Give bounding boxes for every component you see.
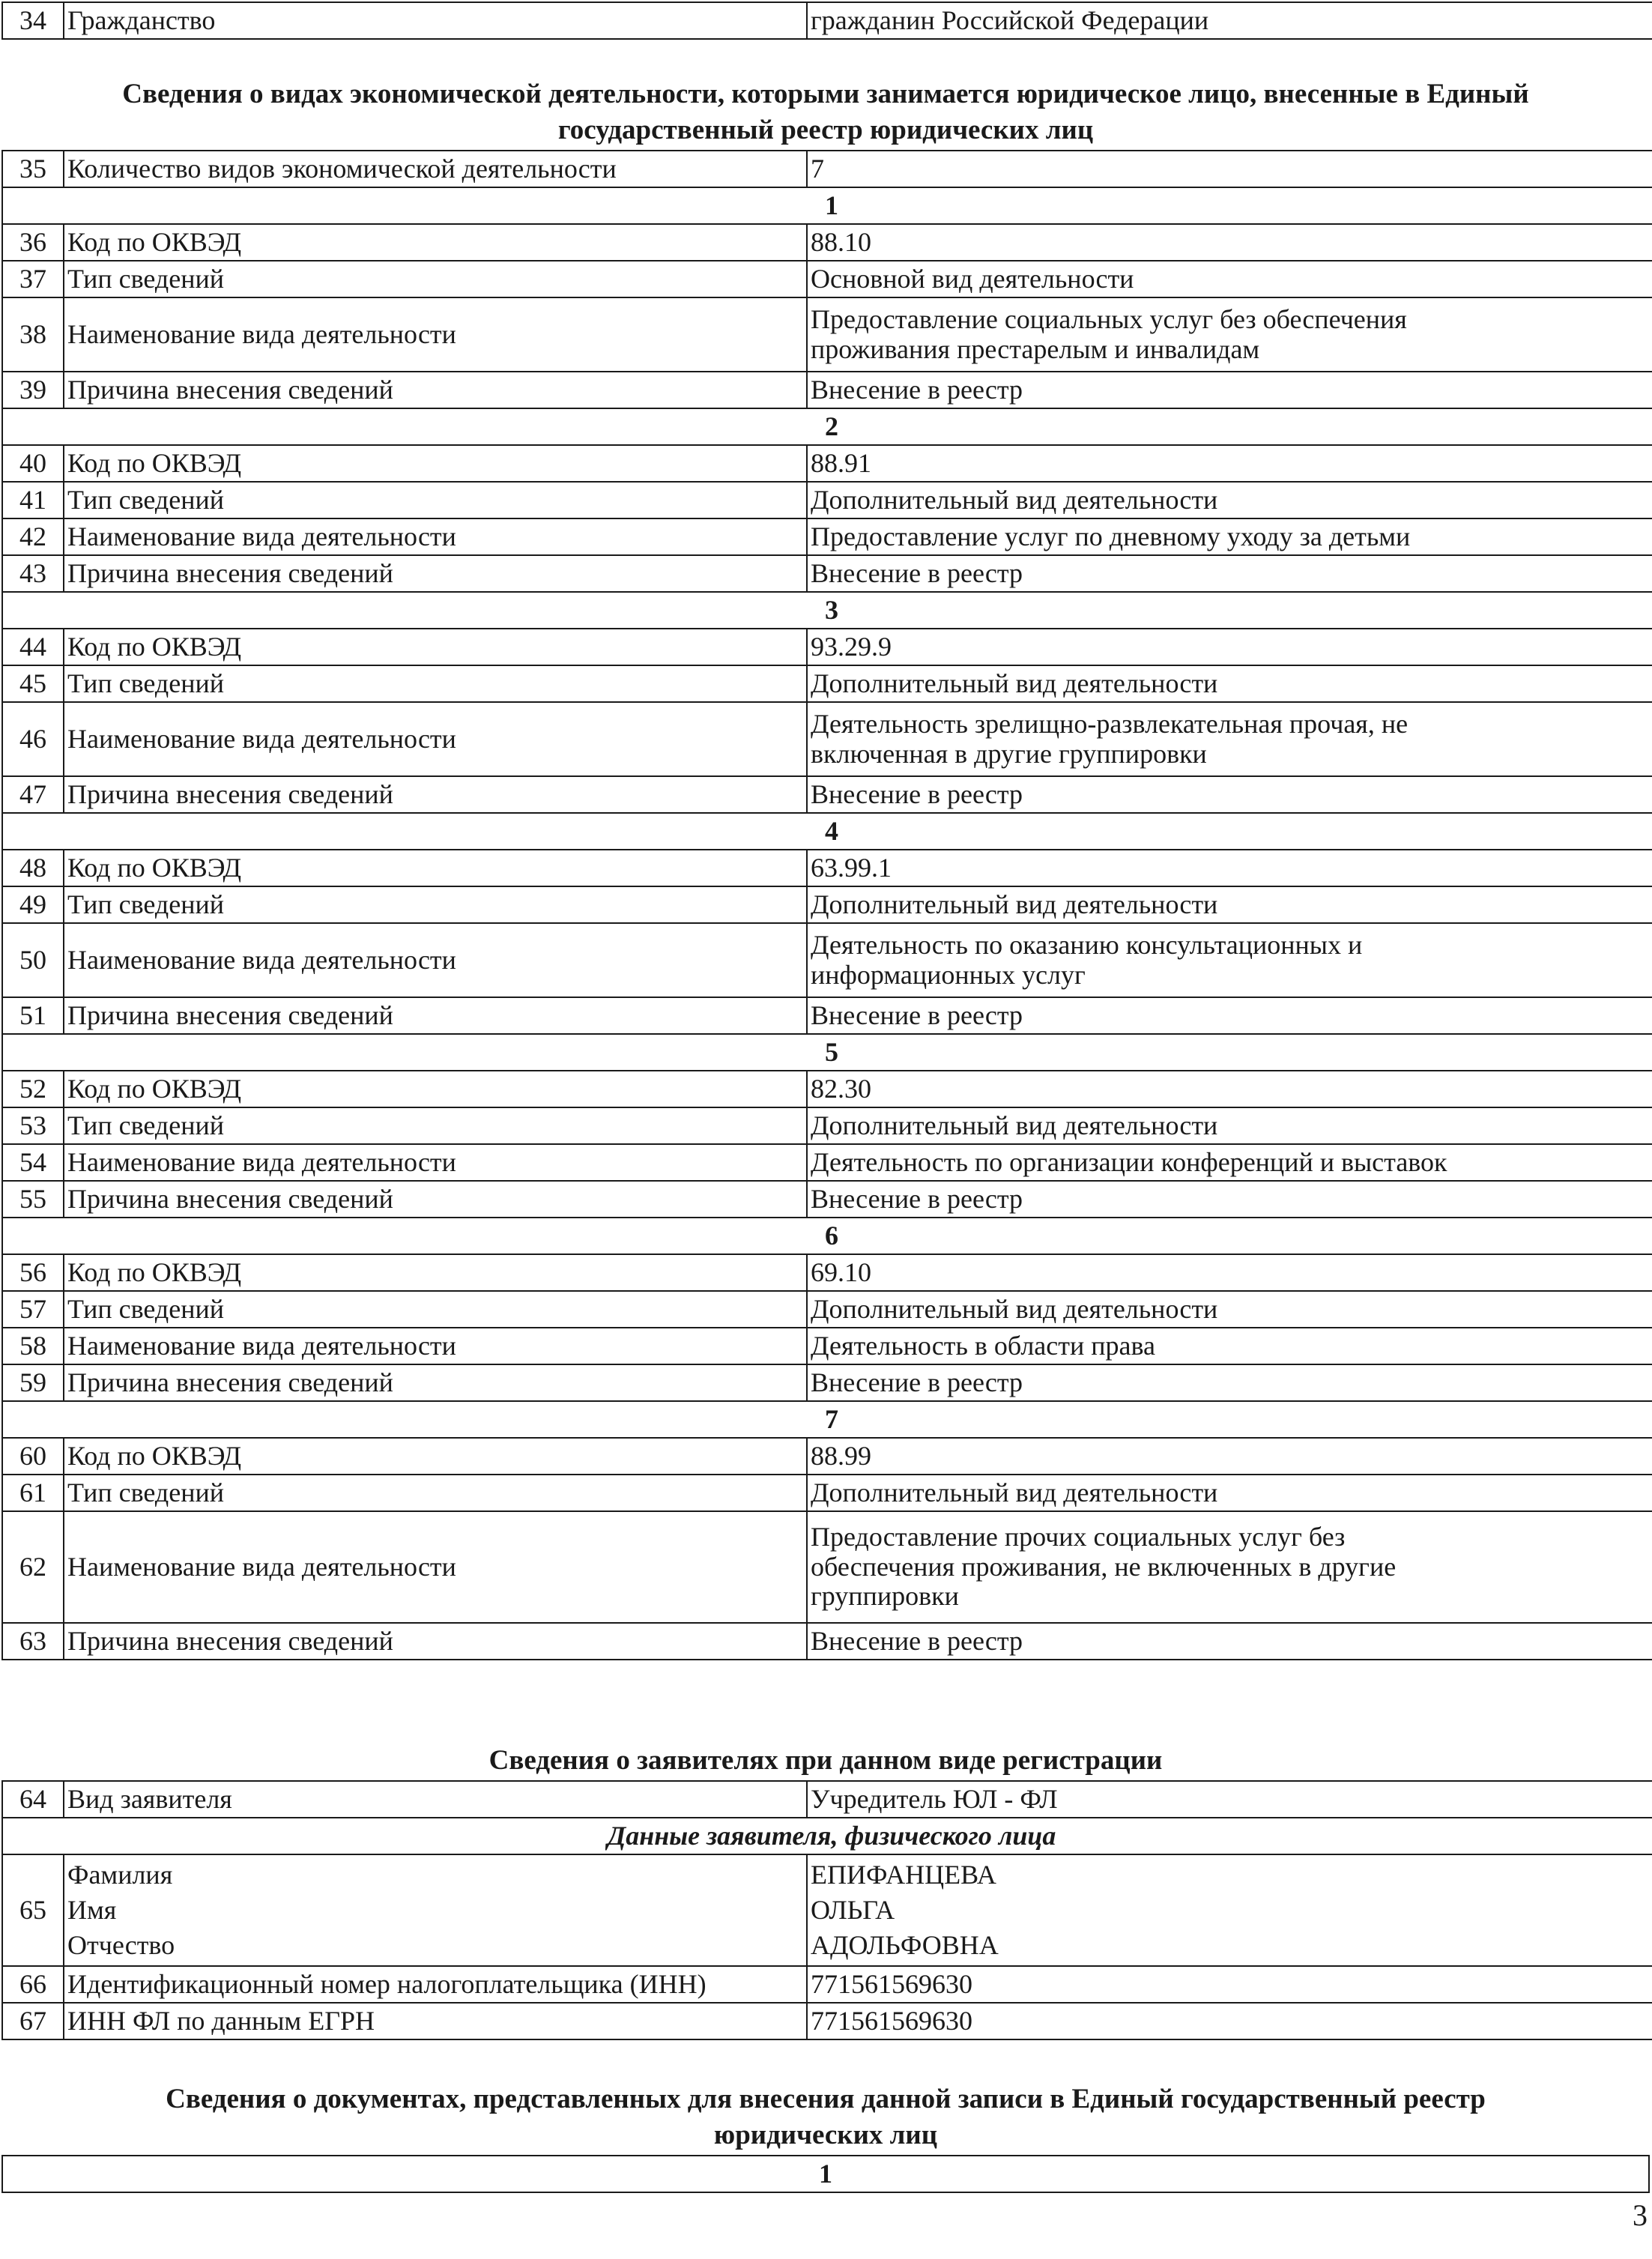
row-label: Идентификационный номер налогоплательщика (ИНН): [64, 1966, 807, 2003]
group-title: 6: [2, 1218, 1652, 1254]
subheading-row: [2, 1818, 1652, 1854]
row-value: Дополнительный вид деятельности: [807, 1107, 1652, 1144]
patronymic-label: Отчество: [67, 1930, 175, 1960]
row-label: Причина внесения сведений: [64, 776, 807, 813]
row-value: 88.99: [807, 1438, 1652, 1475]
table-row: [2, 1364, 1652, 1401]
row-number: 63: [2, 1623, 64, 1660]
value-line: Предоставление прочих социальных услуг без: [811, 1522, 1346, 1552]
row-value: 7: [807, 151, 1652, 187]
documents-table: [1, 2155, 1650, 2193]
value-line: Деятельность зрелищно-развлекательная прочая, не: [811, 708, 1409, 739]
row-value: Внесение в реестр: [807, 997, 1652, 1034]
table-row: [2, 1071, 1652, 1107]
row-value: [807, 702, 1652, 776]
group-header-row: [2, 187, 1652, 224]
row-number: 41: [2, 482, 64, 518]
row-value: [807, 923, 1652, 997]
row-value: Деятельность по организации конференций и выставок: [807, 1144, 1652, 1181]
applicant-section-heading: Сведения о заявителях при данном виде регистрации: [488, 1745, 1163, 1776]
row-label: Наименование вида деятельности: [64, 1328, 807, 1364]
row-number: 35: [2, 151, 64, 187]
table-row: [2, 997, 1652, 1034]
surname-value: ЕПИФАНЦЕВА: [811, 1860, 996, 1890]
row-label: Наименование вида деятельности: [64, 923, 807, 997]
row-label: Причина внесения сведений: [64, 1364, 807, 1401]
row-number: 39: [2, 372, 64, 408]
row-value: 82.30: [807, 1071, 1652, 1107]
row-value: Дополнительный вид деятельности: [807, 886, 1652, 923]
row-value: Дополнительный вид деятельности: [807, 1291, 1652, 1328]
row-value: 88.91: [807, 445, 1652, 482]
row-number: 56: [2, 1254, 64, 1291]
economic-activity-block: [1, 150, 1650, 1660]
row-number: 61: [2, 1475, 64, 1511]
row-label: Наименование вида деятельности: [64, 702, 807, 776]
row-label: Причина внесения сведений: [64, 1623, 807, 1660]
row-value: Внесение в реестр: [807, 776, 1652, 813]
first-name-label: Имя: [67, 1895, 117, 1925]
row-number: 52: [2, 1071, 64, 1107]
row-number: 44: [2, 629, 64, 665]
economic-activity-table: [1, 150, 1652, 1660]
table-row: [2, 555, 1652, 592]
group-title: 3: [2, 592, 1652, 629]
row-label: Код по ОКВЭД: [64, 1071, 807, 1107]
row-label: Код по ОКВЭД: [64, 224, 807, 261]
table-row: [2, 1854, 1652, 1966]
patronymic-value: АДОЛЬФОВНА: [811, 1930, 999, 1960]
table-row: [2, 151, 1652, 187]
group-title: 2: [2, 408, 1652, 445]
row-number: 55: [2, 1181, 64, 1218]
row-label: Код по ОКВЭД: [64, 629, 807, 665]
table-row: [2, 261, 1652, 297]
group-header-row: [2, 1218, 1652, 1254]
row-label: Наименование вида деятельности: [64, 297, 807, 372]
table-row: [2, 1511, 1652, 1623]
row-value: Основной вид деятельности: [807, 261, 1652, 297]
row-label: Причина внесения сведений: [64, 555, 807, 592]
group-title: 4: [2, 813, 1652, 850]
applicant-block: [1, 1780, 1650, 2040]
table-row: [2, 1966, 1652, 2003]
row-number: 47: [2, 776, 64, 813]
table-row: [2, 1181, 1652, 1218]
group-header-row: [2, 592, 1652, 629]
group-header-row: [2, 1034, 1652, 1071]
row-number: 57: [2, 1291, 64, 1328]
row-label: Гражданство: [64, 2, 807, 39]
row-value: гражданин Российской Федерации: [807, 2, 1652, 39]
row-number: 42: [2, 518, 64, 555]
table-row: [2, 1475, 1652, 1511]
row-label: ИНН ФЛ по данным ЕГРН: [64, 2003, 807, 2039]
row-label: Причина внесения сведений: [64, 997, 807, 1034]
row-label: Код по ОКВЭД: [64, 445, 807, 482]
row-number: 58: [2, 1328, 64, 1364]
group-title: 1: [2, 2156, 1649, 2192]
table-row: [2, 702, 1652, 776]
row-value: 69.10: [807, 1254, 1652, 1291]
table-row: [2, 518, 1652, 555]
row-value: Внесение в реестр: [807, 372, 1652, 408]
row-number: 45: [2, 665, 64, 702]
row-number: 54: [2, 1144, 64, 1181]
row-number: 60: [2, 1438, 64, 1475]
table-row: [2, 1328, 1652, 1364]
row-number: 64: [2, 1781, 64, 1818]
row-value: [807, 297, 1652, 372]
row-number: 49: [2, 886, 64, 923]
row-value: 771561569630: [807, 1966, 1652, 2003]
row-number: 38: [2, 297, 64, 372]
row-number: 43: [2, 555, 64, 592]
table-row: [2, 1781, 1652, 1818]
row-value: Внесение в реестр: [807, 1364, 1652, 1401]
row-number: 36: [2, 224, 64, 261]
surname-label: Фамилия: [67, 1860, 173, 1890]
row-number: 51: [2, 997, 64, 1034]
row-value: 88.10: [807, 224, 1652, 261]
table-row: [2, 2003, 1652, 2039]
row-number: 48: [2, 850, 64, 886]
table-row: [2, 1144, 1652, 1181]
row-number: 67: [2, 2003, 64, 2039]
row-label: Тип сведений: [64, 1475, 807, 1511]
row-number: 40: [2, 445, 64, 482]
table-row: [2, 776, 1652, 813]
row-value: Деятельность в области права: [807, 1328, 1652, 1364]
table-row: [2, 224, 1652, 261]
table-row: [2, 1107, 1652, 1144]
value-line: обеспечения проживания, не включенных в другие: [811, 1551, 1397, 1582]
table-row: [2, 1623, 1652, 1660]
row-number: 53: [2, 1107, 64, 1144]
row-value: Предоставление услуг по дневному уходу за детьми: [807, 518, 1652, 555]
row-label: Код по ОКВЭД: [64, 1438, 807, 1475]
row-label: Тип сведений: [64, 261, 807, 297]
table-row: [2, 1254, 1652, 1291]
row-value: Дополнительный вид деятельности: [807, 665, 1652, 702]
table-row: [2, 372, 1652, 408]
row-value: 771561569630: [807, 2003, 1652, 2039]
table-row: [2, 665, 1652, 702]
table-row: [2, 445, 1652, 482]
group-title: 1: [2, 187, 1652, 224]
documents-section-heading: Сведения о документах, представленных для внесения данной записи в Единый государственный реестр юридических лиц: [166, 2084, 1486, 2150]
row-label: Тип сведений: [64, 1291, 807, 1328]
group-title: 7: [2, 1401, 1652, 1438]
group-header-row: [2, 813, 1652, 850]
row-number: 46: [2, 702, 64, 776]
group-header-row: [2, 2156, 1649, 2192]
row-number: 62: [2, 1511, 64, 1623]
row-value: [807, 1854, 1652, 1966]
row-number: 66: [2, 1966, 64, 2003]
table-row: [2, 1438, 1652, 1475]
applicant-table: [1, 1780, 1652, 2040]
table-row: [2, 482, 1652, 518]
applicant-subheading: Данные заявителя, физического лица: [2, 1818, 1652, 1854]
value-line: проживания престарелым и инвалидам: [811, 333, 1260, 364]
table-row: [2, 629, 1652, 665]
group-header-row: [2, 1401, 1652, 1438]
value-line: Предоставление социальных услуг без обеспечения: [811, 303, 1407, 334]
row-label: Тип сведений: [64, 482, 807, 518]
row-label: Код по ОКВЭД: [64, 850, 807, 886]
row-number: 59: [2, 1364, 64, 1401]
row-value: 93.29.9: [807, 629, 1652, 665]
value-line: включенная в другие группировки: [811, 738, 1207, 769]
table-row: [2, 923, 1652, 997]
row-label: Причина внесения сведений: [64, 372, 807, 408]
row-label: Наименование вида деятельности: [64, 1511, 807, 1623]
row-value: 63.99.1: [807, 850, 1652, 886]
row-value: Внесение в реестр: [807, 1181, 1652, 1218]
page-number: 3: [1633, 2198, 1648, 2232]
first-name-value: ОЛЬГА: [811, 1895, 895, 1925]
value-line: группировки: [811, 1581, 959, 1612]
row-number: 34: [2, 2, 64, 39]
row-value: Дополнительный вид деятельности: [807, 482, 1652, 518]
row-label: Вид заявителя: [64, 1781, 807, 1818]
value-line: информационных услуг: [811, 959, 1086, 990]
documents-block: [1, 2155, 1650, 2193]
row-value: Внесение в реестр: [807, 555, 1652, 592]
table-row: [2, 1291, 1652, 1328]
row-value: Учредитель ЮЛ - ФЛ: [807, 1781, 1652, 1818]
table-row: [2, 886, 1652, 923]
table-row: [2, 297, 1652, 372]
row-label: Количество видов экономической деятельности: [64, 151, 807, 187]
row-label: Тип сведений: [64, 886, 807, 923]
row-label: Код по ОКВЭД: [64, 1254, 807, 1291]
table-row: [2, 2, 1652, 39]
row-value: [807, 1511, 1652, 1623]
row-label: Наименование вида деятельности: [64, 1144, 807, 1181]
row-label: Наименование вида деятельности: [64, 518, 807, 555]
value-line: Деятельность по оказанию консультационных и: [811, 929, 1363, 960]
row-label: Тип сведений: [64, 1107, 807, 1144]
citizenship-table: [1, 1, 1652, 40]
row-value: Дополнительный вид деятельности: [807, 1475, 1652, 1511]
economic-section-heading: Сведения о видах экономической деятельности, которыми занимается юридическое лицо, внесенные в Единый государственный реестр юридических лиц: [122, 79, 1529, 145]
table-row: [2, 850, 1652, 886]
group-title: 5: [2, 1034, 1652, 1071]
row-label: [64, 1854, 807, 1966]
row-number: 65: [2, 1854, 64, 1966]
row-number: 50: [2, 923, 64, 997]
row-value: Внесение в реестр: [807, 1623, 1652, 1660]
row-number: 37: [2, 261, 64, 297]
row-label: Причина внесения сведений: [64, 1181, 807, 1218]
group-header-row: [2, 408, 1652, 445]
row-label: Тип сведений: [64, 665, 807, 702]
citizenship-block: [1, 1, 1650, 40]
